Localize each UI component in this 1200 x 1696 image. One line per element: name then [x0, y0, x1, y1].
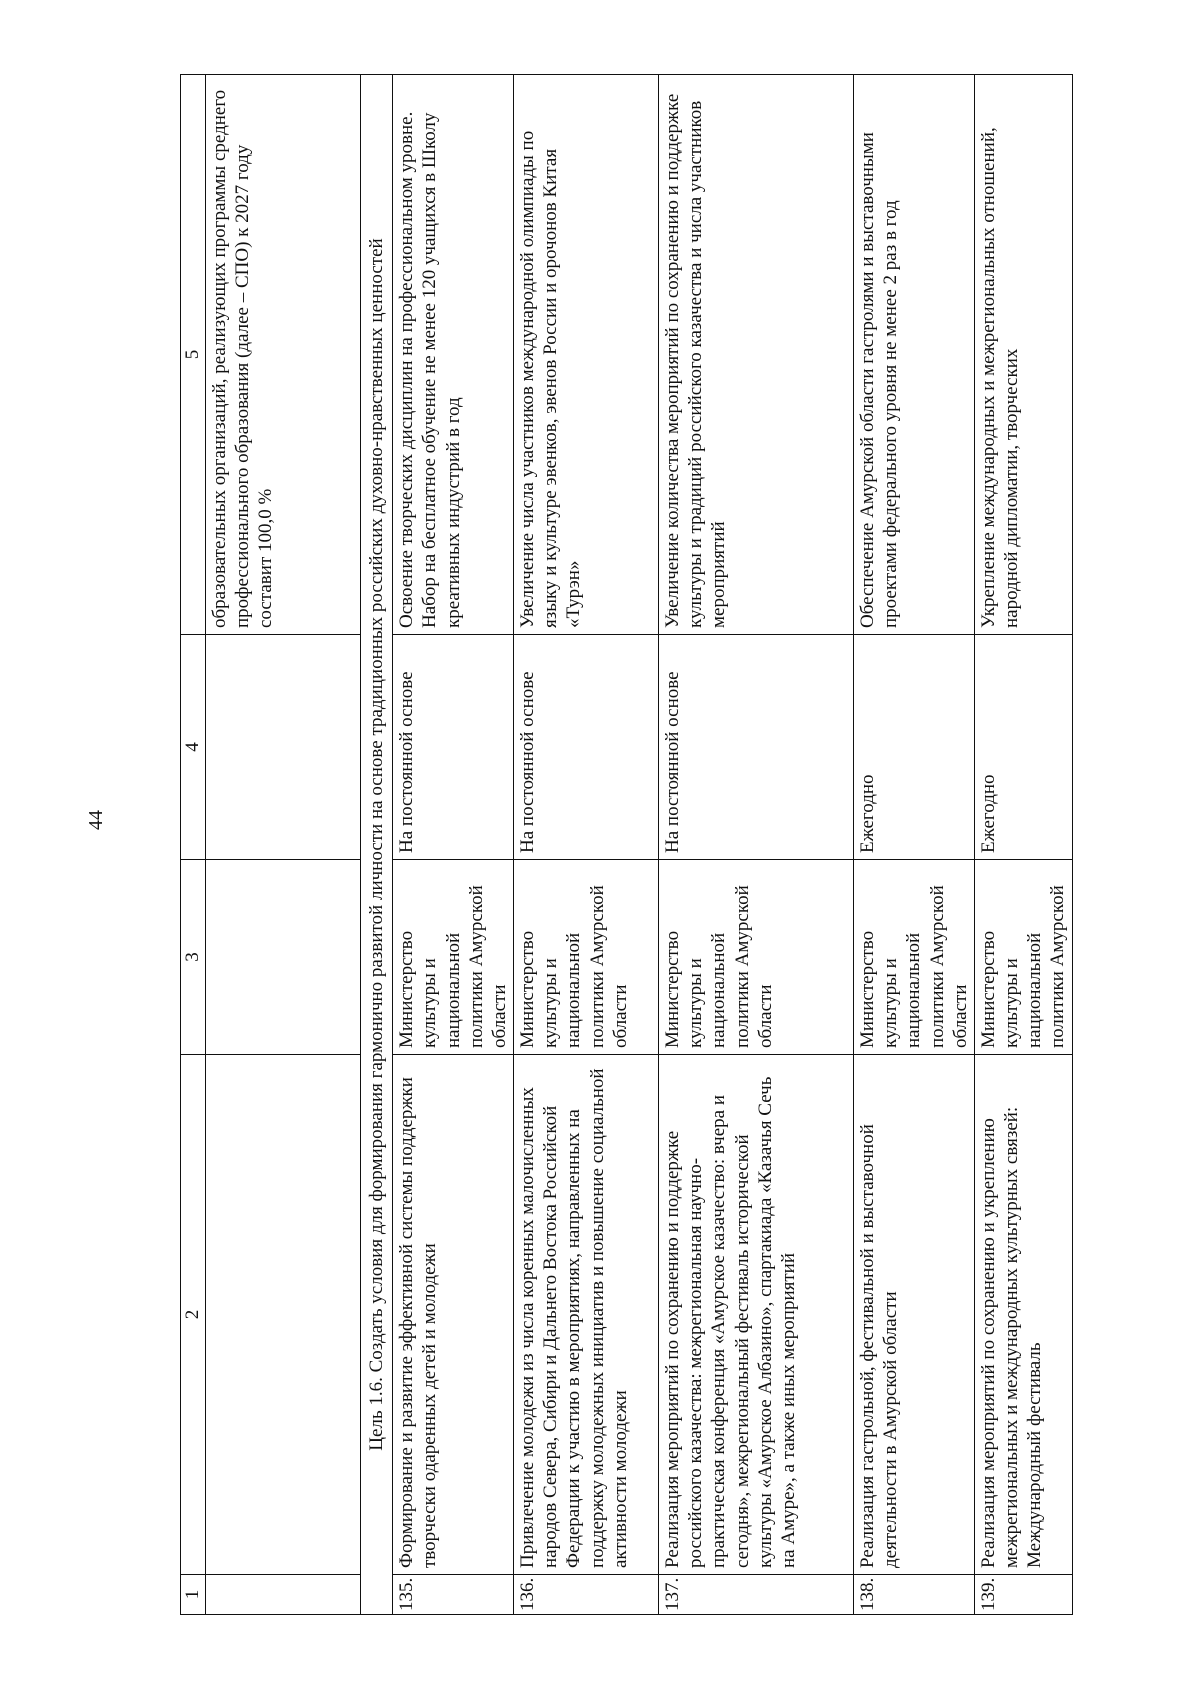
- row-executor: Министерство культуры и национальной политики Амурской области: [393, 860, 514, 1055]
- row-event: Привлечение молодежи из числа коренных малочисленных народов Севера, Сибири и Дальнего Востока Российской Федерации к участию в мероприятиях, направленных на поддержку молодежных инициатив и повышение социальной активности молодежи: [514, 1055, 659, 1575]
- continuation-executor-cell: [206, 860, 361, 1055]
- row-event: Реализация мероприятий по сохранению и поддержке российского казачества: межрегиональная научно-практическая конференция «Амурское казачество: вчера и сегодня», межрегиональный фестиваль исторической культуры «Амурское Албазино», спартакиада «Казачья Сечь на Амуре», а также иных мероприятий: [659, 1055, 854, 1575]
- row-result: Обеспечение Амурской области гастролями и выставочными проектами федерального уровня не менее 2 раз в год: [854, 75, 975, 635]
- rotated-table-container: [180, 75, 1180, 1615]
- goal-heading: Цель 1.6. Создать условия для формирования гармонично развитой личности на основе традиционных российских духовно-нравственных ценностей: [361, 75, 393, 1615]
- header-col-3: 3: [181, 860, 206, 1055]
- table-row: [393, 75, 514, 1615]
- table-row: [854, 75, 975, 1615]
- row-period: На постоянной основе: [659, 635, 854, 860]
- continuation-result-cell: образовательных организаций, реализующих программы среднего профессионального образования (далее – СПО) к 2027 году составит 100,0 %: [206, 75, 361, 635]
- row-result: Увеличение количества мероприятий по сохранению и поддержке культуры и традиций российского казачества и числа участников мероприятий: [659, 75, 854, 635]
- row-executor: Министерство культуры и национальной политики Амурской области: [514, 860, 659, 1055]
- row-number: 139.: [974, 1575, 1072, 1615]
- row-result: Укрепление международных и межрегиональных отношений, народной дипломатии, творческих: [974, 75, 1072, 635]
- row-executor: Министерство культуры и национальной политики Амурской: [974, 860, 1072, 1055]
- header-col-4: 4: [181, 635, 206, 860]
- header-col-2: 2: [181, 1055, 206, 1575]
- header-col-1: 1: [181, 1575, 206, 1615]
- table-row: [974, 75, 1072, 1615]
- plan-table: [180, 74, 1073, 1615]
- row-number: 135.: [393, 1575, 514, 1615]
- row-result: Увеличение числа участников международной олимпиады по языку и культуре эвенков, эвенов России и орочонов Китая «Турэн»: [514, 75, 659, 635]
- header-row: [181, 75, 206, 1615]
- continuation-num-cell: [206, 1575, 361, 1615]
- page-number: 44: [85, 810, 107, 830]
- header-col-5: 5: [181, 75, 206, 635]
- continuation-period-cell: [206, 635, 361, 860]
- table-row: [659, 75, 854, 1615]
- row-event: Реализация гастрольной, фестивальной и выставочной деятельности в Амурской области: [854, 1055, 975, 1575]
- row-period: На постоянной основе: [514, 635, 659, 860]
- row-number: 136.: [514, 1575, 659, 1615]
- row-period: На постоянной основе: [393, 635, 514, 860]
- row-number: 137.: [659, 1575, 854, 1615]
- row-result: Освоение творческих дисциплин на профессиональном уровне. Набор на бесплатное обучение не менее 120 учащихся в Школу креативных индустрий в год: [393, 75, 514, 635]
- continuation-row: [206, 75, 361, 1615]
- row-event: Формирование и развитие эффективной системы поддержки творчески одаренных детей и молодежи: [393, 1055, 514, 1575]
- row-executor: Министерство культуры и национальной политики Амурской области: [854, 860, 975, 1055]
- table-row: [514, 75, 659, 1615]
- row-period: Ежегодно: [974, 635, 1072, 860]
- row-executor: Министерство культуры и национальной политики Амурской области: [659, 860, 854, 1055]
- continuation-event-cell: [206, 1055, 361, 1575]
- row-number: 138.: [854, 1575, 975, 1615]
- row-period: Ежегодно: [854, 635, 975, 860]
- goal-row: [361, 75, 393, 1615]
- row-event: Реализация мероприятий по сохранению и укреплению межрегиональных и международных культурных связей: Международный фестиваль: [974, 1055, 1072, 1575]
